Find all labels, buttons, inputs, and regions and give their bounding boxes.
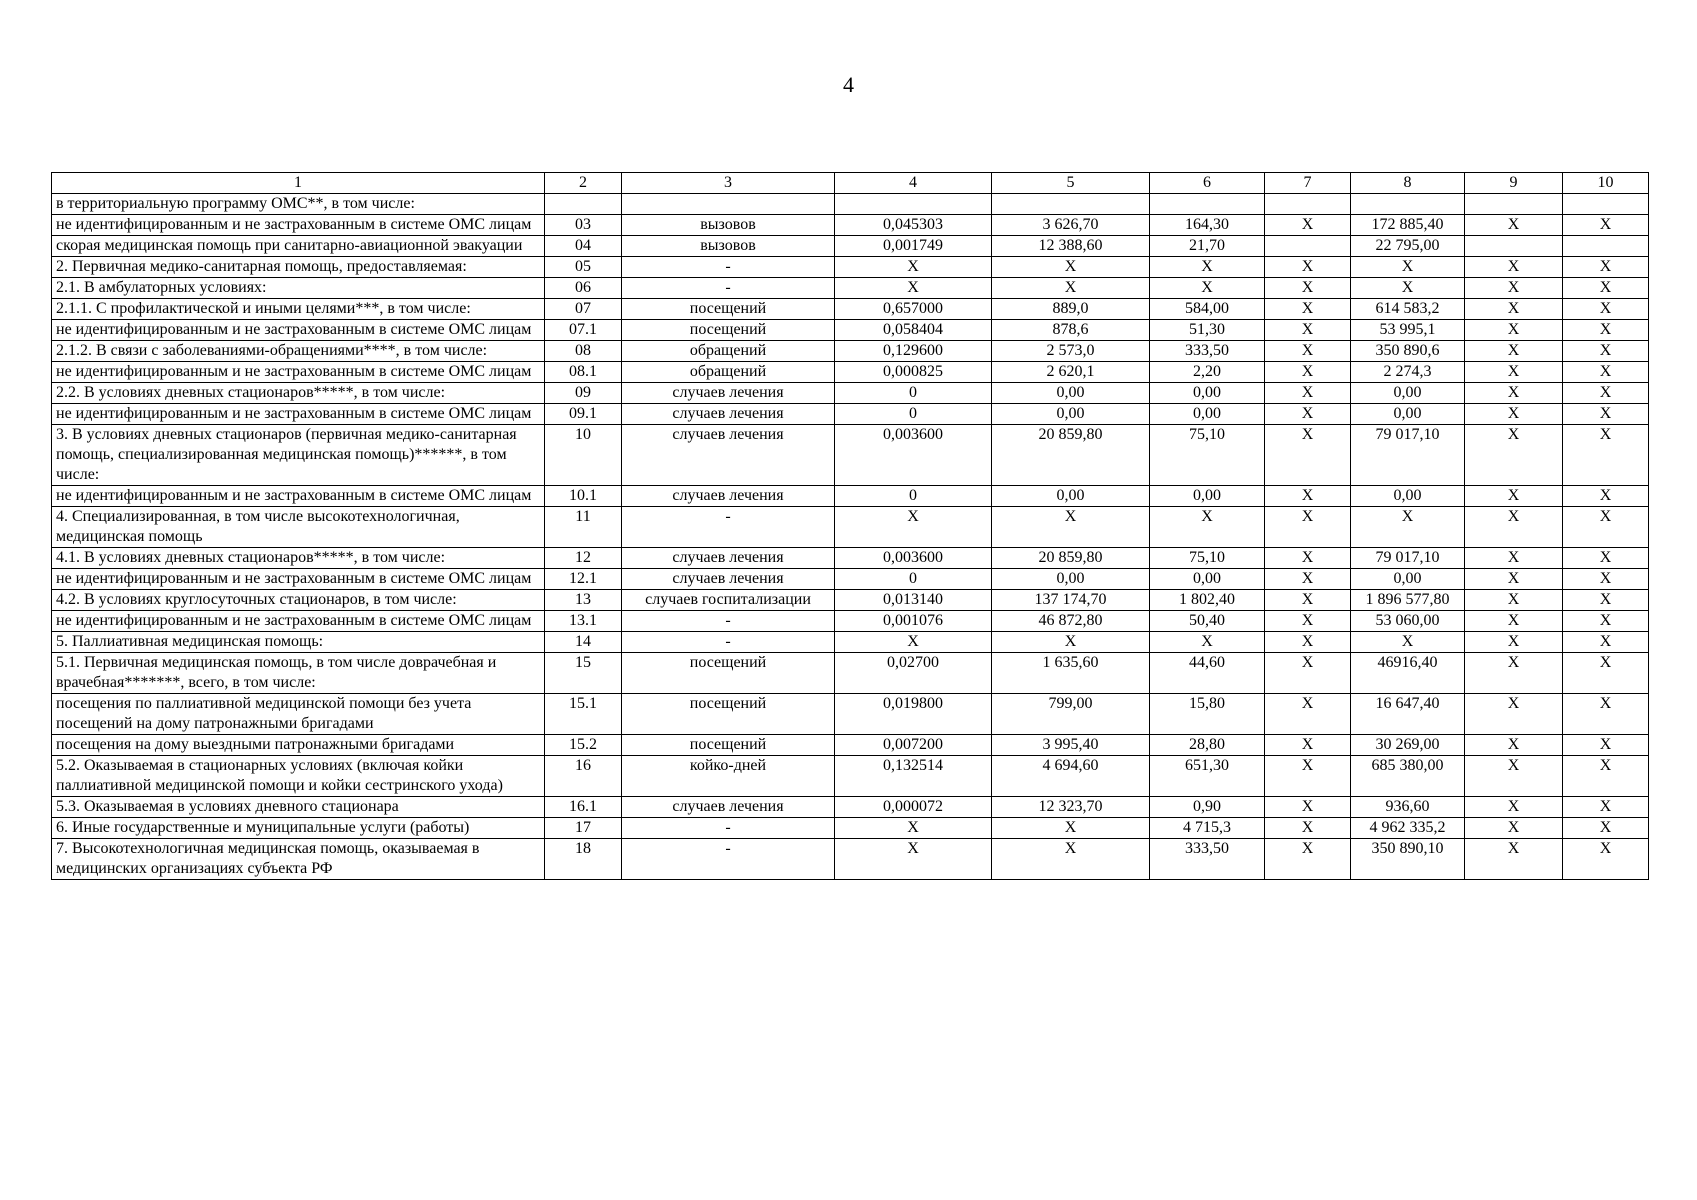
table-cell: Х [1265, 486, 1351, 507]
table-cell: Х [1465, 569, 1563, 590]
table-row [52, 632, 1649, 653]
table-cell: Х [1563, 341, 1649, 362]
data-table [51, 172, 1649, 880]
table-cell: Х [1465, 278, 1563, 299]
table-cell: 04 [545, 236, 622, 257]
table-cell: случаев лечения [622, 548, 835, 569]
row-label: 4.1. В условиях дневных стационаров*****, в том числе: [52, 548, 545, 569]
table-cell: 30 269,00 [1351, 735, 1465, 756]
table-cell: Х [1465, 653, 1563, 694]
table-cell: Х [992, 818, 1150, 839]
table-cell: 15.1 [545, 694, 622, 735]
table-cell: Х [992, 278, 1150, 299]
table-cell: 0,00 [992, 486, 1150, 507]
table-cell: 0,00 [992, 404, 1150, 425]
table-cell [1563, 194, 1649, 215]
table-cell: 53 060,00 [1351, 611, 1465, 632]
table-cell: Х [1563, 320, 1649, 341]
row-label: 4.2. В условиях круглосуточных стационаров, в том числе: [52, 590, 545, 611]
table-cell: 0,00 [992, 383, 1150, 404]
table-cell: Х [1563, 590, 1649, 611]
table-cell: 2,20 [1150, 362, 1265, 383]
table-cell: Х [1265, 818, 1351, 839]
column-number: 2 [545, 173, 622, 194]
page-number: 4 [843, 72, 854, 97]
row-label: 5.2. Оказываемая в стационарных условиях (включая койки паллиативной медицинской помощи и койки сестринского ухода) [52, 756, 545, 797]
table-row [52, 611, 1649, 632]
table-cell: 79 017,10 [1351, 548, 1465, 569]
table-cell: 0,007200 [835, 735, 992, 756]
table-cell: 75,10 [1150, 425, 1265, 486]
row-label: посещения по паллиативной медицинской помощи без учета посещений на дому патронажными бригадами [52, 694, 545, 735]
table-cell: Х [835, 818, 992, 839]
table-cell: 0,001076 [835, 611, 992, 632]
table-cell: 0,00 [1351, 383, 1465, 404]
table-cell: 0,132514 [835, 756, 992, 797]
table-cell: Х [1563, 694, 1649, 735]
table-cell: 0,90 [1150, 797, 1265, 818]
table-cell: вызовов [622, 236, 835, 257]
table-cell: Х [835, 278, 992, 299]
row-label: не идентифицированным и не застрахованным в системе ОМС лицам [52, 362, 545, 383]
table-cell: 08.1 [545, 362, 622, 383]
table-cell: Х [1465, 486, 1563, 507]
table-cell: Х [1265, 694, 1351, 735]
table-cell: Х [1563, 735, 1649, 756]
table-cell: 164,30 [1150, 215, 1265, 236]
table-cell: 20 859,80 [992, 425, 1150, 486]
table-cell [1563, 236, 1649, 257]
row-label: посещения на дому выездными патронажными бригадами [52, 735, 545, 756]
table-cell: 651,30 [1150, 756, 1265, 797]
table-cell: - [622, 839, 835, 880]
table-cell: 172 885,40 [1351, 215, 1465, 236]
table-cell: 0,058404 [835, 320, 992, 341]
table-cell: Х [1265, 756, 1351, 797]
table-cell: случаев лечения [622, 383, 835, 404]
table-cell: 13.1 [545, 611, 622, 632]
table-cell: Х [1465, 507, 1563, 548]
table-cell [992, 194, 1150, 215]
table-cell: Х [1351, 632, 1465, 653]
table-cell: Х [1265, 735, 1351, 756]
table-cell: 1 802,40 [1150, 590, 1265, 611]
table-cell: 2 620,1 [992, 362, 1150, 383]
table-cell: 0,019800 [835, 694, 992, 735]
table-cell: 350 890,10 [1351, 839, 1465, 880]
table-cell: 44,60 [1150, 653, 1265, 694]
table-cell [1465, 236, 1563, 257]
table-cell: 14 [545, 632, 622, 653]
table-cell: Х [1150, 632, 1265, 653]
table-row [52, 756, 1649, 797]
table-cell: Х [1563, 362, 1649, 383]
table-cell: 03 [545, 215, 622, 236]
table-cell: 07.1 [545, 320, 622, 341]
table-cell: 07 [545, 299, 622, 320]
table-cell [835, 194, 992, 215]
table-cell: - [622, 507, 835, 548]
table-cell: 12.1 [545, 569, 622, 590]
table-row [52, 362, 1649, 383]
row-label: 2.1. В амбулаторных условиях: [52, 278, 545, 299]
table-cell: Х [1465, 590, 1563, 611]
table-cell: Х [1465, 425, 1563, 486]
table-cell [545, 194, 622, 215]
table-cell: Х [1351, 507, 1465, 548]
table-cell: 0,000072 [835, 797, 992, 818]
table-cell: 10.1 [545, 486, 622, 507]
table-cell: 799,00 [992, 694, 1150, 735]
table-row [52, 694, 1649, 735]
table-cell: 11 [545, 507, 622, 548]
table-cell: 0,003600 [835, 425, 992, 486]
table-cell: - [622, 257, 835, 278]
table-cell: Х [1265, 548, 1351, 569]
table-cell: Х [1465, 299, 1563, 320]
table-cell: посещений [622, 299, 835, 320]
table-cell: 13 [545, 590, 622, 611]
table-cell: Х [1563, 257, 1649, 278]
table-row [52, 507, 1649, 548]
table-cell: 889,0 [992, 299, 1150, 320]
row-label: 2.1.2. В связи с заболеваниями-обращениями****, в том числе: [52, 341, 545, 362]
table-row [52, 818, 1649, 839]
table-cell: 21,70 [1150, 236, 1265, 257]
table-cell: - [622, 611, 835, 632]
table-cell: Х [1465, 818, 1563, 839]
table-cell: вызовов [622, 215, 835, 236]
table-row [52, 341, 1649, 362]
table-cell: 0,00 [1351, 486, 1465, 507]
row-label: 5. Паллиативная медицинская помощь: [52, 632, 545, 653]
table-cell: Х [1465, 797, 1563, 818]
table-cell: Х [992, 839, 1150, 880]
table-cell: Х [1265, 341, 1351, 362]
table-cell: случаев лечения [622, 569, 835, 590]
table-row [52, 735, 1649, 756]
table-row [52, 383, 1649, 404]
table-cell: 0,013140 [835, 590, 992, 611]
table-cell: 0,000825 [835, 362, 992, 383]
table-cell: Х [1265, 383, 1351, 404]
table-cell: 75,10 [1150, 548, 1265, 569]
column-number: 10 [1563, 173, 1649, 194]
table-cell: 0,129600 [835, 341, 992, 362]
table-cell: 08 [545, 341, 622, 362]
table-row [52, 797, 1649, 818]
table-cell: Х [1465, 611, 1563, 632]
table-cell: 4 694,60 [992, 756, 1150, 797]
table-cell: 22 795,00 [1351, 236, 1465, 257]
table-cell: Х [1265, 590, 1351, 611]
table-cell: 28,80 [1150, 735, 1265, 756]
table-cell: Х [1563, 278, 1649, 299]
table-cell: Х [1465, 548, 1563, 569]
table-cell: 3 626,70 [992, 215, 1150, 236]
table-cell: Х [1265, 320, 1351, 341]
row-label: не идентифицированным и не застрахованным в системе ОМС лицам [52, 611, 545, 632]
column-number: 5 [992, 173, 1150, 194]
table-cell: Х [1265, 215, 1351, 236]
table-cell: 46 872,80 [992, 611, 1150, 632]
table-cell: Х [1265, 797, 1351, 818]
table-cell: Х [1563, 653, 1649, 694]
table-cell: 137 174,70 [992, 590, 1150, 611]
table-cell: Х [835, 632, 992, 653]
table-row [52, 590, 1649, 611]
table-cell: Х [1563, 611, 1649, 632]
column-number: 9 [1465, 173, 1563, 194]
table-cell: Х [1265, 611, 1351, 632]
table-row [52, 194, 1649, 215]
table-cell: 2 573,0 [992, 341, 1150, 362]
table-cell: случаев лечения [622, 425, 835, 486]
table-cell: Х [1265, 653, 1351, 694]
table-row [52, 839, 1649, 880]
table-cell: Х [1563, 548, 1649, 569]
table-cell: Х [1265, 257, 1351, 278]
table-cell: Х [1150, 257, 1265, 278]
row-label: не идентифицированным и не застрахованным в системе ОМС лицам [52, 320, 545, 341]
row-label: 2.2. В условиях дневных стационаров*****, в том числе: [52, 383, 545, 404]
table-cell: посещений [622, 694, 835, 735]
table-cell: Х [1265, 425, 1351, 486]
table-cell: Х [992, 507, 1150, 548]
table-cell: Х [1563, 632, 1649, 653]
column-number-row [52, 173, 1649, 194]
table-cell: посещений [622, 320, 835, 341]
table-cell: Х [1465, 341, 1563, 362]
table-cell: Х [1465, 839, 1563, 880]
table-row [52, 653, 1649, 694]
table-row [52, 404, 1649, 425]
table-cell: Х [1563, 756, 1649, 797]
table-cell: случаев лечения [622, 797, 835, 818]
table-cell: 1 635,60 [992, 653, 1150, 694]
table-cell: Х [1465, 320, 1563, 341]
table-cell: Х [1563, 215, 1649, 236]
column-number: 8 [1351, 173, 1465, 194]
table-cell: Х [1465, 694, 1563, 735]
table-cell: 10 [545, 425, 622, 486]
table-cell: 05 [545, 257, 622, 278]
table-cell: Х [1265, 278, 1351, 299]
table-cell: 17 [545, 818, 622, 839]
table-cell: - [622, 278, 835, 299]
table-cell: 16 647,40 [1351, 694, 1465, 735]
table-cell: 0,001749 [835, 236, 992, 257]
table-cell: 12 388,60 [992, 236, 1150, 257]
table-row [52, 257, 1649, 278]
table-cell: Х [1351, 278, 1465, 299]
table-cell: Х [1563, 383, 1649, 404]
table-cell: 3 995,40 [992, 735, 1150, 756]
row-label: 4. Специализированная, в том числе высокотехнологичная, медицинская помощь [52, 507, 545, 548]
table-cell: 20 859,80 [992, 548, 1150, 569]
table-cell [1465, 194, 1563, 215]
table-row [52, 425, 1649, 486]
table-cell: посещений [622, 653, 835, 694]
table-cell: 0 [835, 383, 992, 404]
table-cell: Х [835, 839, 992, 880]
table-cell: случаев госпитализации [622, 590, 835, 611]
table-cell: 15,80 [1150, 694, 1265, 735]
row-label: 3. В условиях дневных стационаров (первичная медико-санитарная помощь, специализированная медицинская помощь)******, в том числе: [52, 425, 545, 486]
table-cell: 09.1 [545, 404, 622, 425]
row-label: скорая медицинская помощь при санитарно-авиационной эвакуации [52, 236, 545, 257]
table-cell [1265, 236, 1351, 257]
table-row [52, 486, 1649, 507]
table-cell: Х [1563, 299, 1649, 320]
table-row [52, 569, 1649, 590]
row-label: не идентифицированным и не застрахованным в системе ОМС лицам [52, 215, 545, 236]
table-row [52, 299, 1649, 320]
column-number: 3 [622, 173, 835, 194]
table-cell: 18 [545, 839, 622, 880]
table-cell: 4 715,3 [1150, 818, 1265, 839]
row-label: не идентифицированным и не застрахованным в системе ОМС лицам [52, 569, 545, 590]
table-cell: Х [992, 632, 1150, 653]
table-cell: 878,6 [992, 320, 1150, 341]
table-cell: Х [1265, 839, 1351, 880]
table-cell: 15.2 [545, 735, 622, 756]
table-cell: Х [1563, 404, 1649, 425]
table-cell: 79 017,10 [1351, 425, 1465, 486]
table-cell: 0,00 [1150, 383, 1265, 404]
table-cell: 0,00 [1150, 486, 1265, 507]
table-cell: 06 [545, 278, 622, 299]
table-cell: Х [1351, 257, 1465, 278]
table-row [52, 215, 1649, 236]
table-cell: обращений [622, 341, 835, 362]
table-cell: 12 [545, 548, 622, 569]
table-cell: посещений [622, 735, 835, 756]
table-cell: 16 [545, 756, 622, 797]
table-cell: 16.1 [545, 797, 622, 818]
table-cell: Х [1465, 362, 1563, 383]
table-row [52, 548, 1649, 569]
table-cell: Х [1150, 278, 1265, 299]
table-cell [1265, 194, 1351, 215]
table-cell: Х [1465, 257, 1563, 278]
table-cell: Х [1465, 383, 1563, 404]
table-cell [1351, 194, 1465, 215]
table-cell: Х [1563, 425, 1649, 486]
table-cell: 0,00 [1351, 404, 1465, 425]
table-cell [1150, 194, 1265, 215]
table-cell: 685 380,00 [1351, 756, 1465, 797]
table-cell: 46916,40 [1351, 653, 1465, 694]
table-cell: 4 962 335,2 [1351, 818, 1465, 839]
table-cell: Х [1563, 818, 1649, 839]
table-cell: 12 323,70 [992, 797, 1150, 818]
table-cell: Х [1563, 486, 1649, 507]
row-label: 5.1. Первичная медицинская помощь, в том числе доврачебная и врачебная*******, всего, в том числе: [52, 653, 545, 694]
table-cell: Х [1465, 404, 1563, 425]
table-cell: случаев лечения [622, 486, 835, 507]
table-cell: 0,00 [1150, 404, 1265, 425]
table-cell: случаев лечения [622, 404, 835, 425]
table-cell: 0,00 [1150, 569, 1265, 590]
table-cell: 936,60 [1351, 797, 1465, 818]
table-cell: Х [1265, 507, 1351, 548]
column-number: 1 [52, 173, 545, 194]
table-cell: 0,657000 [835, 299, 992, 320]
column-number: 4 [835, 173, 992, 194]
table-cell: 0 [835, 569, 992, 590]
table-cell: Х [1465, 756, 1563, 797]
table-cell: 1 896 577,80 [1351, 590, 1465, 611]
row-label: 6. Иные государственные и муниципальные услуги (работы) [52, 818, 545, 839]
row-label: не идентифицированным и не застрахованным в системе ОМС лицам [52, 404, 545, 425]
table-cell: 0 [835, 404, 992, 425]
table-cell: Х [1265, 404, 1351, 425]
table-row [52, 278, 1649, 299]
table-cell: 0,045303 [835, 215, 992, 236]
table-cell: Х [1465, 632, 1563, 653]
row-label: не идентифицированным и не застрахованным в системе ОМС лицам [52, 486, 545, 507]
table-cell: Х [835, 507, 992, 548]
table-cell: 333,50 [1150, 341, 1265, 362]
table-cell: Х [1265, 569, 1351, 590]
table-cell: 0,003600 [835, 548, 992, 569]
table-cell: Х [1563, 797, 1649, 818]
table-cell: Х [1265, 299, 1351, 320]
table-cell: 53 995,1 [1351, 320, 1465, 341]
row-label: 2.1.1. С профилактической и иными целями***, в том числе: [52, 299, 545, 320]
table-cell: 584,00 [1150, 299, 1265, 320]
table-cell: 2 274,3 [1351, 362, 1465, 383]
table-cell: 09 [545, 383, 622, 404]
table-cell [622, 194, 835, 215]
row-label: 5.3. Оказываемая в условиях дневного стационара [52, 797, 545, 818]
table-cell: 51,30 [1150, 320, 1265, 341]
row-label: 2. Первичная медико-санитарная помощь, предоставляемая: [52, 257, 545, 278]
table-cell: Х [1563, 839, 1649, 880]
table-cell: обращений [622, 362, 835, 383]
table-cell: Х [1265, 632, 1351, 653]
column-number: 6 [1150, 173, 1265, 194]
table-cell: 15 [545, 653, 622, 694]
table-cell: 350 890,6 [1351, 341, 1465, 362]
table-cell: Х [1465, 215, 1563, 236]
row-label: в территориальную программу ОМС**, в том числе: [52, 194, 545, 215]
table-cell: Х [1150, 507, 1265, 548]
table-cell: койко-дней [622, 756, 835, 797]
column-number: 7 [1265, 173, 1351, 194]
table-cell: 333,50 [1150, 839, 1265, 880]
table-cell: 0,00 [1351, 569, 1465, 590]
table-cell: Х [1265, 362, 1351, 383]
table-cell: 614 583,2 [1351, 299, 1465, 320]
table-cell: - [622, 632, 835, 653]
table-cell: Х [1563, 507, 1649, 548]
table-row [52, 320, 1649, 341]
table-cell: Х [1563, 569, 1649, 590]
table-cell: Х [1465, 735, 1563, 756]
table-cell: 0,02700 [835, 653, 992, 694]
table-row [52, 236, 1649, 257]
table-cell: 0 [835, 486, 992, 507]
table-cell: 0,00 [992, 569, 1150, 590]
table-cell: - [622, 818, 835, 839]
table-cell: 50,40 [1150, 611, 1265, 632]
table-cell: Х [835, 257, 992, 278]
row-label: 7. Высокотехнологичная медицинская помощь, оказываемая в медицинских организациях субъекта РФ [52, 839, 545, 880]
table-cell: Х [992, 257, 1150, 278]
